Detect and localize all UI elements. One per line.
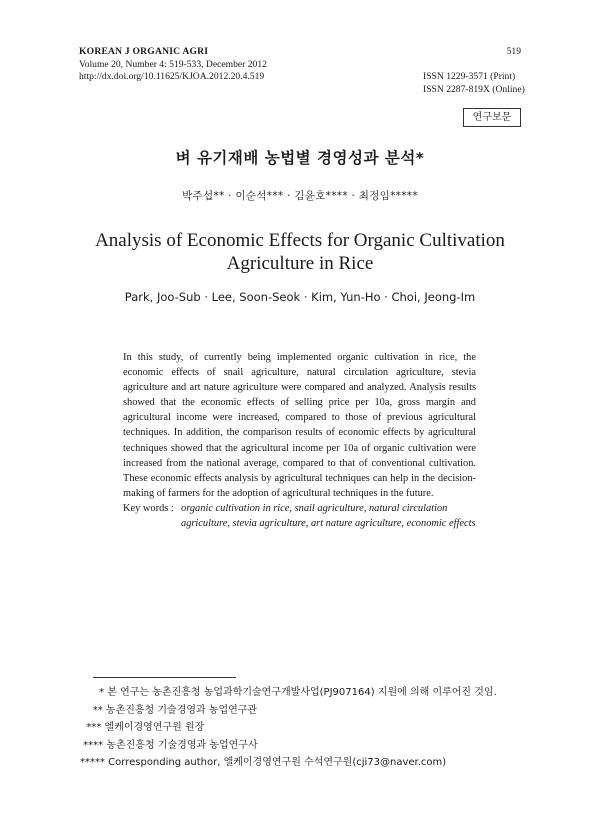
title-english	[0, 229, 600, 275]
footnote-funding: * 본 연구는 농촌진흥청 농업과학기술연구개발사업(PJ907164) 지원에 의해 이루어진 것임.	[80, 687, 497, 698]
authors-korean: 박주섭** · 이순석*** · 김윤호**** · 최정임*****	[182, 190, 418, 202]
journal-doi[interactable]: http://dx.doi.org/10.11625/KJOA.2012.20.4.519	[79, 71, 265, 82]
title-english-line1: Analysis of Economic Effects for Organic Cultivation	[95, 230, 505, 251]
article-type-badge: 연구보문	[463, 108, 521, 127]
footnotes	[80, 684, 497, 772]
abstract-text: In this study, of currently being implemented organic cultivation in rice, the economic effects of snail agriculture, natural circulation agriculture, stevia agriculture and art nature agriculture were compared and analyzed. Analysis results showed that the economic effects of selling price per 10a, gross margin and agricultural income were increased, compared to those of previous agricultural techniques. In addition, the comparison results of economic effects by agricultural techniques showed that the agricultural income per 10a of organic cultivation were increased from the national average, compared to that of conventional cultivation. These economic effects analysis by agricultural techniques can help in the decision-making of farmers for the adoption of agricultural techniques in the future.	[123, 352, 476, 499]
journal-volume: Volume 20, Number 4: 519-533, December 2012	[79, 58, 267, 70]
keywords-label: Key words :	[123, 503, 174, 514]
title-korean: 벼 유기재배 농법별 경영성과 분석*	[175, 149, 425, 167]
footnote-author-3: *** 엘케이경영연구원 원장	[80, 722, 205, 733]
title-english-line2: Agriculture in Rice	[226, 253, 374, 274]
authors-english: Park, Joo-Sub · Lee, Soon-Seok · Kim, Yun-Ho · Choi, Jeong-Im	[124, 290, 476, 304]
journal-name: KOREAN J ORGANIC AGRI	[79, 46, 209, 57]
footnote-corresponding: ***** Corresponding author, 엘케이경영연구원 수석연구원(cji73@naver.com)	[80, 757, 447, 768]
page-number: 519	[506, 46, 521, 57]
issn-print: ISSN 1229-3571 (Print)	[423, 71, 516, 82]
journal-header	[79, 46, 267, 84]
keywords-text: organic cultivation in rice, snail agriculture, natural circulation agriculture, stevia agriculture, art nature agriculture, economic effects	[181, 503, 476, 529]
footnote-author-4: **** 농촌진흥청 기술경영과 농업연구사	[80, 739, 258, 751]
issn-block	[423, 71, 525, 96]
footnote-author-2: ** 농촌진흥청 기술경영과 농업연구관	[80, 704, 258, 716]
footnote-divider	[93, 677, 236, 678]
issn-online: ISSN 2287-819X (Online)	[423, 83, 525, 95]
